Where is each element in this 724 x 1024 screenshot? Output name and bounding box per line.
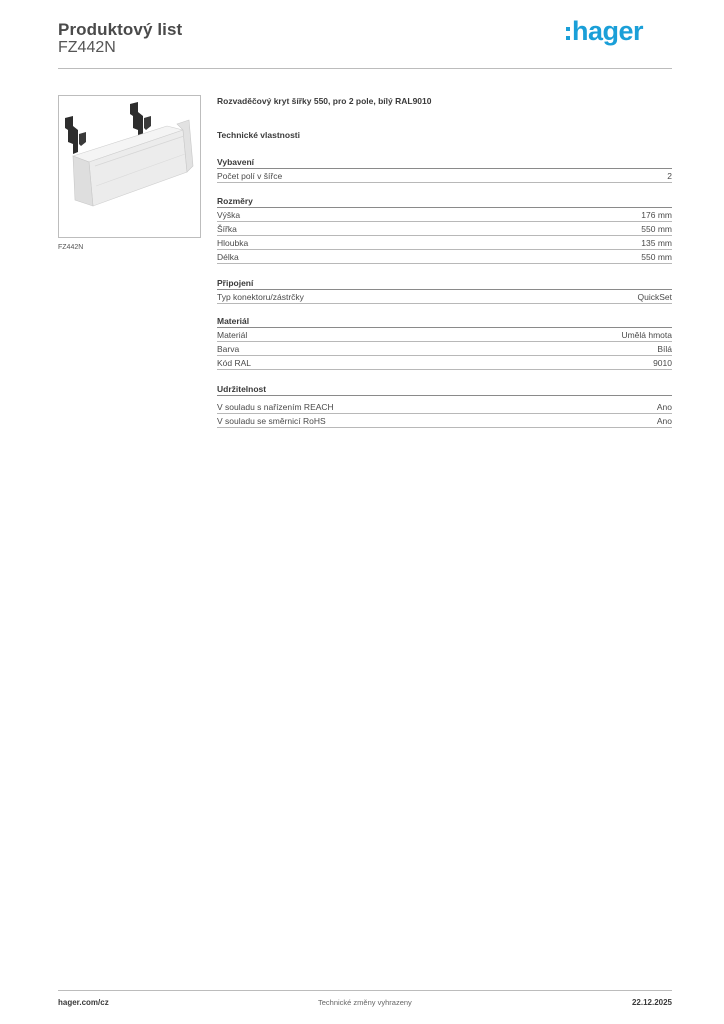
- spec-group-title: Materiál: [217, 315, 672, 328]
- footer-notice: Technické změny vyhrazeny: [318, 998, 412, 1007]
- spec-value: Ano: [656, 415, 672, 426]
- spec-group-title: Vybavení: [217, 156, 672, 169]
- spec-row: [217, 342, 672, 356]
- spec-row: [217, 290, 672, 304]
- spec-label: Hloubka: [217, 237, 249, 248]
- spec-value: QuickSet: [637, 291, 672, 302]
- spec-row: [217, 414, 672, 428]
- logo-dots-icon: [566, 27, 570, 40]
- footer-divider: [58, 990, 672, 991]
- spec-label: Barva: [217, 343, 240, 354]
- spec-value: 9010: [653, 357, 672, 368]
- image-caption: FZ442N: [58, 244, 84, 251]
- spec-value: Umělá hmota: [621, 329, 672, 340]
- footer-website-link[interactable]: hager.com/cz: [58, 998, 109, 1007]
- spec-label: V souladu s nařízením REACH: [217, 401, 334, 412]
- header-divider: [58, 68, 672, 69]
- product-image: [58, 95, 201, 238]
- spec-row: [217, 250, 672, 264]
- spec-value: 135 mm: [641, 237, 672, 248]
- spec-row: [217, 356, 672, 370]
- product-illustration: [59, 96, 200, 237]
- footer-date: 22.12.2025: [631, 998, 672, 1007]
- spec-value: Ano: [656, 401, 672, 412]
- spec-label: Počet polí v šířce: [217, 170, 283, 181]
- spec-value: 550 mm: [641, 223, 672, 234]
- spec-row: [217, 169, 672, 183]
- product-description: Rozvaděčový kryt šířky 550, pro 2 pole, bílý RAL9010: [217, 96, 432, 106]
- spec-row: [217, 222, 672, 236]
- spec-label: Šířka: [217, 223, 237, 234]
- spec-label: Délka: [217, 251, 239, 262]
- spec-group-title: Připojení: [217, 277, 672, 290]
- spec-label: Typ konektoru/zástrčky: [217, 291, 304, 302]
- page-title: Produktový list: [58, 20, 183, 39]
- spec-label: Kód RAL: [217, 357, 252, 368]
- product-code: FZ442N: [58, 39, 116, 56]
- spec-value: 176 mm: [641, 209, 672, 220]
- spec-group-title: Rozměry: [217, 195, 672, 208]
- spec-row: [217, 236, 672, 250]
- hager-logo[interactable]: [566, 16, 643, 46]
- spec-value: 550 mm: [641, 251, 672, 262]
- spec-label: V souladu se směrnicí RoHS: [217, 415, 326, 426]
- spec-row: [217, 328, 672, 342]
- spec-value: 2: [667, 170, 672, 181]
- spec-value: Bílá: [657, 343, 672, 354]
- spec-row: [217, 400, 672, 414]
- spec-row: [217, 208, 672, 222]
- spec-label: Materiál: [217, 329, 248, 340]
- specs-heading: Technické vlastnosti: [217, 130, 300, 140]
- spec-group-title: Udržitelnost: [217, 383, 672, 396]
- spec-label: Výška: [217, 209, 241, 220]
- logo-text: hager: [572, 16, 644, 46]
